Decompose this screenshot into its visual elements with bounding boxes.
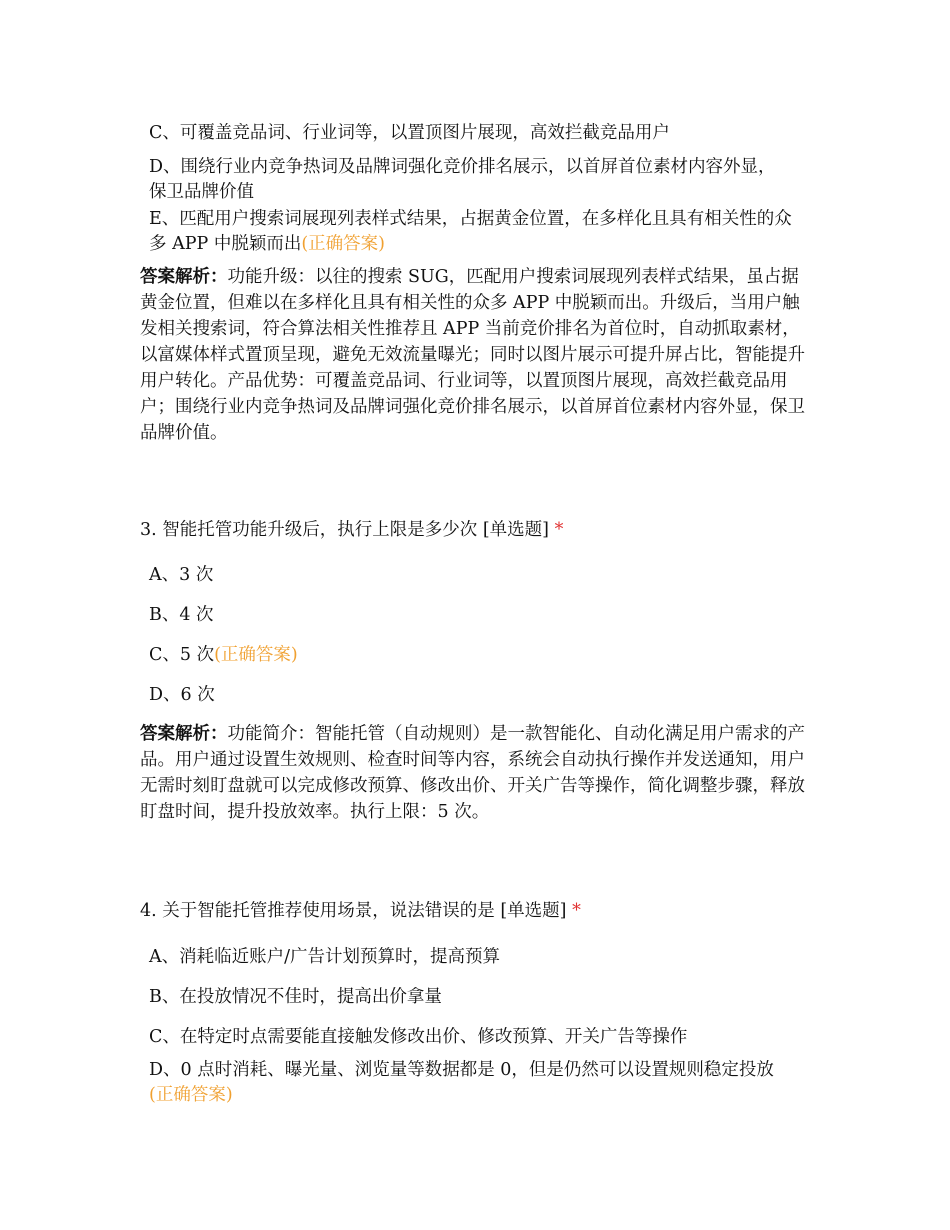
q2-analysis [140,264,815,446]
analysis-label: 答案解析： [140,267,228,287]
option-text: A、消耗临近账户/广告计划预算时，提高预算 [149,947,501,967]
q3-option-b[interactable] [149,603,799,628]
q2-option-c[interactable] [149,121,799,146]
option-text: C、5 次 [149,645,215,665]
q3-option-c[interactable] [149,643,799,668]
q2-option-d[interactable] [149,155,789,205]
analysis-label: 答案解析： [140,724,228,744]
q4-option-a[interactable] [149,945,799,970]
q4-title [140,899,815,924]
option-text: D、0 点时消耗、曝光量、浏览量等数据都是 0，但是仍然可以设置规则稳定投放 [149,1060,774,1080]
correct-answer-tag: (正确答案) [214,645,298,665]
option-text: C、在特定时点需要能直接触发修改出价、修改预算、开关广告等操作 [149,1027,688,1047]
option-text: D、6 次 [149,685,215,705]
analysis-text: 功能简介：智能托管（自动规则）是一款智能化、自动化满足用户需求的产品。用户通过设置生效规则、检查时间等内容，系统会自动执行操作并发送通知，用户无需时刻盯盘就可以完成修改预算、修改出价、开关广告等操作，简化调整步骤，释放盯盘时间，提升投放效率。执行上限：5 次。 [140,724,805,822]
q3-option-d[interactable] [149,683,799,708]
q2-option-e[interactable] [149,207,804,257]
q4-option-d[interactable] [149,1058,789,1108]
q4-option-c[interactable] [149,1025,799,1050]
correct-answer-tag: (正确答案) [149,1085,233,1105]
option-text: B、4 次 [149,605,214,625]
q3-option-a[interactable] [149,563,799,588]
option-text: A、3 次 [149,565,214,585]
q3-title [140,518,815,543]
q3-analysis [140,721,815,825]
q4-option-b[interactable] [149,985,799,1010]
option-text: C、可覆盖竞品词、行业词等，以置顶图片展现，高效拦截竞品用户 [149,123,670,143]
option-text: B、在投放情况不佳时，提高出价拿量 [149,987,442,1007]
option-text: E、匹配用户搜索词展现列表样式结果，占据黄金位置，在多样化且具有相关性的众多 APP 中脱颖而出 [149,209,792,254]
question-title-text: 3. 智能托管功能升级后，执行上限是多少次 [单选题] [140,520,549,540]
question-title-text: 4. 关于智能托管推荐使用场景，说法错误的是 [单选题] [140,901,567,921]
required-mark: * [572,901,581,921]
analysis-text: 功能升级：以往的搜索 SUG，匹配用户搜索词展现列表样式结果，虽占据黄金位置，但难以在多样化且具有相关性的众多 APP 中脱颖而出。升级后，当用户触发相关搜索词，符合算法相关性推荐且 APP 当前竞价排名为首位时，自动抓取素材，以富媒体样式置顶呈现，避免无效流量曝光；同时以图片展示可提升屏占比，智能提升用户转化。产品优势：可覆盖竞品词、行业词等，以置顶图片展现，高效拦截竞品用户；围绕行业内竞争热词及品牌词强化竞价排名展示，以首屏首位素材内容外显，保卫品牌价值。 [140,267,805,443]
required-mark: * [554,520,564,540]
correct-answer-tag: (正确答案) [301,234,385,254]
option-text: D、围绕行业内竞争热词及品牌词强化竞价排名展示，以首屏首位素材内容外显，保卫品牌价值 [149,157,776,202]
